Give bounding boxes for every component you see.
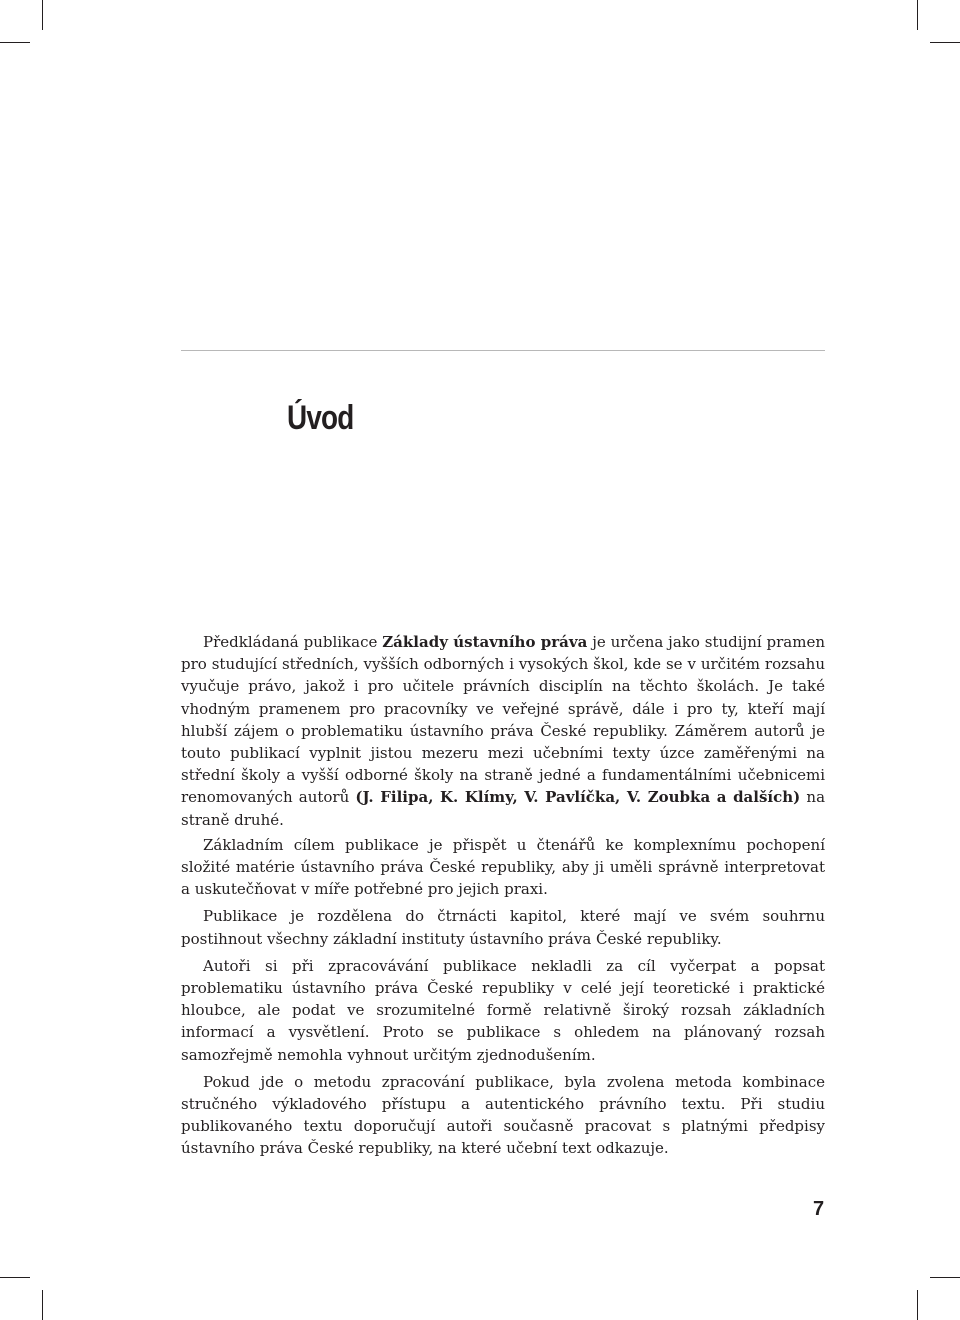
- body-text: [181, 631, 825, 1165]
- crop-mark-bottom-right-h: [930, 1277, 960, 1278]
- crop-mark-top-left: [42, 0, 43, 30]
- book-title: Základy ústavního práva: [382, 633, 588, 651]
- page-number: 7: [813, 1198, 825, 1220]
- crop-mark-top-right: [917, 0, 918, 30]
- crop-mark-bottom-right: [917, 1290, 918, 1320]
- crop-mark-bottom-left-h: [0, 1277, 30, 1278]
- paragraph-4: Autoři si při zpracovávání publikace nekladli za cíl vyčerpat a popsat problematiku ústavního práva České republiky v celé její teoretické i praktické hloubce, ale podat ve srozumitelné formě relativně široký rozsah základních informací a vysvětlení. Proto se publikace s ohledem na plánovaný rozsah samozřejmě nemohla vyhnout určitým zjednodušením.: [181, 956, 825, 1064]
- paragraph-5: Pokud jde o metodu zpracování publikace, byla zvolena metoda kombinace stručného výkladového přístupu a autentického právního textu. Při studiu publikovaného textu doporučují autoři současně pracovat s platnými předpisy ústavního práva České republiky, na které učební text odkazuje.: [181, 1072, 825, 1158]
- authors-list: (J. Filipa, K. Klímy, V. Pavlíčka, V. Zoubka a dalších): [355, 788, 801, 807]
- paragraph-1-middle: je určena jako studijní pramen pro studující středních, vyšších odborných i vysokých škol, kde se v určitém rozsahu vyučuje právo, jakož i pro učitele právních disciplín na těchto školách. Je také vhodným pramenem pro pracovníky ve veřejné správě, dále i pro ty, kteří mají hlubší zájem o problematiku ústavního práva České republiky. Záměrem autorů je touto publikací vyplnit jistou mezeru mezi učebními texty úzce zaměřenými na střední školy a vyšší odborné školy na straně jedné a fundamentálními učebnicemi renomovaných autorů: [181, 633, 826, 807]
- chapter-title: Úvod: [287, 399, 354, 437]
- chapter-rule: [181, 350, 825, 351]
- crop-mark-bottom-left: [42, 1290, 43, 1320]
- crop-mark-top-right-h: [930, 42, 960, 43]
- paragraph-1-end: na straně druhé.: [181, 788, 826, 829]
- paragraph-3: Publikace je rozdělena do čtrnácti kapitol, které mají ve svém souhrnu postihnout všechny základní instituty ústavního práva České republiky.: [181, 907, 825, 948]
- paragraph-1: [181, 631, 825, 831]
- paragraph-2: Základním cílem publikace je přispět u čtenářů ke komplexnímu pochopení složité matérie ústavního práva České republiky, aby ji uměli správně interpretovat a uskutečňovat v míře potřebné pro jejich praxi.: [181, 835, 825, 899]
- crop-mark-top-left-h: [0, 42, 30, 43]
- paragraph-1-intro: Předkládaná publikace: [203, 633, 383, 651]
